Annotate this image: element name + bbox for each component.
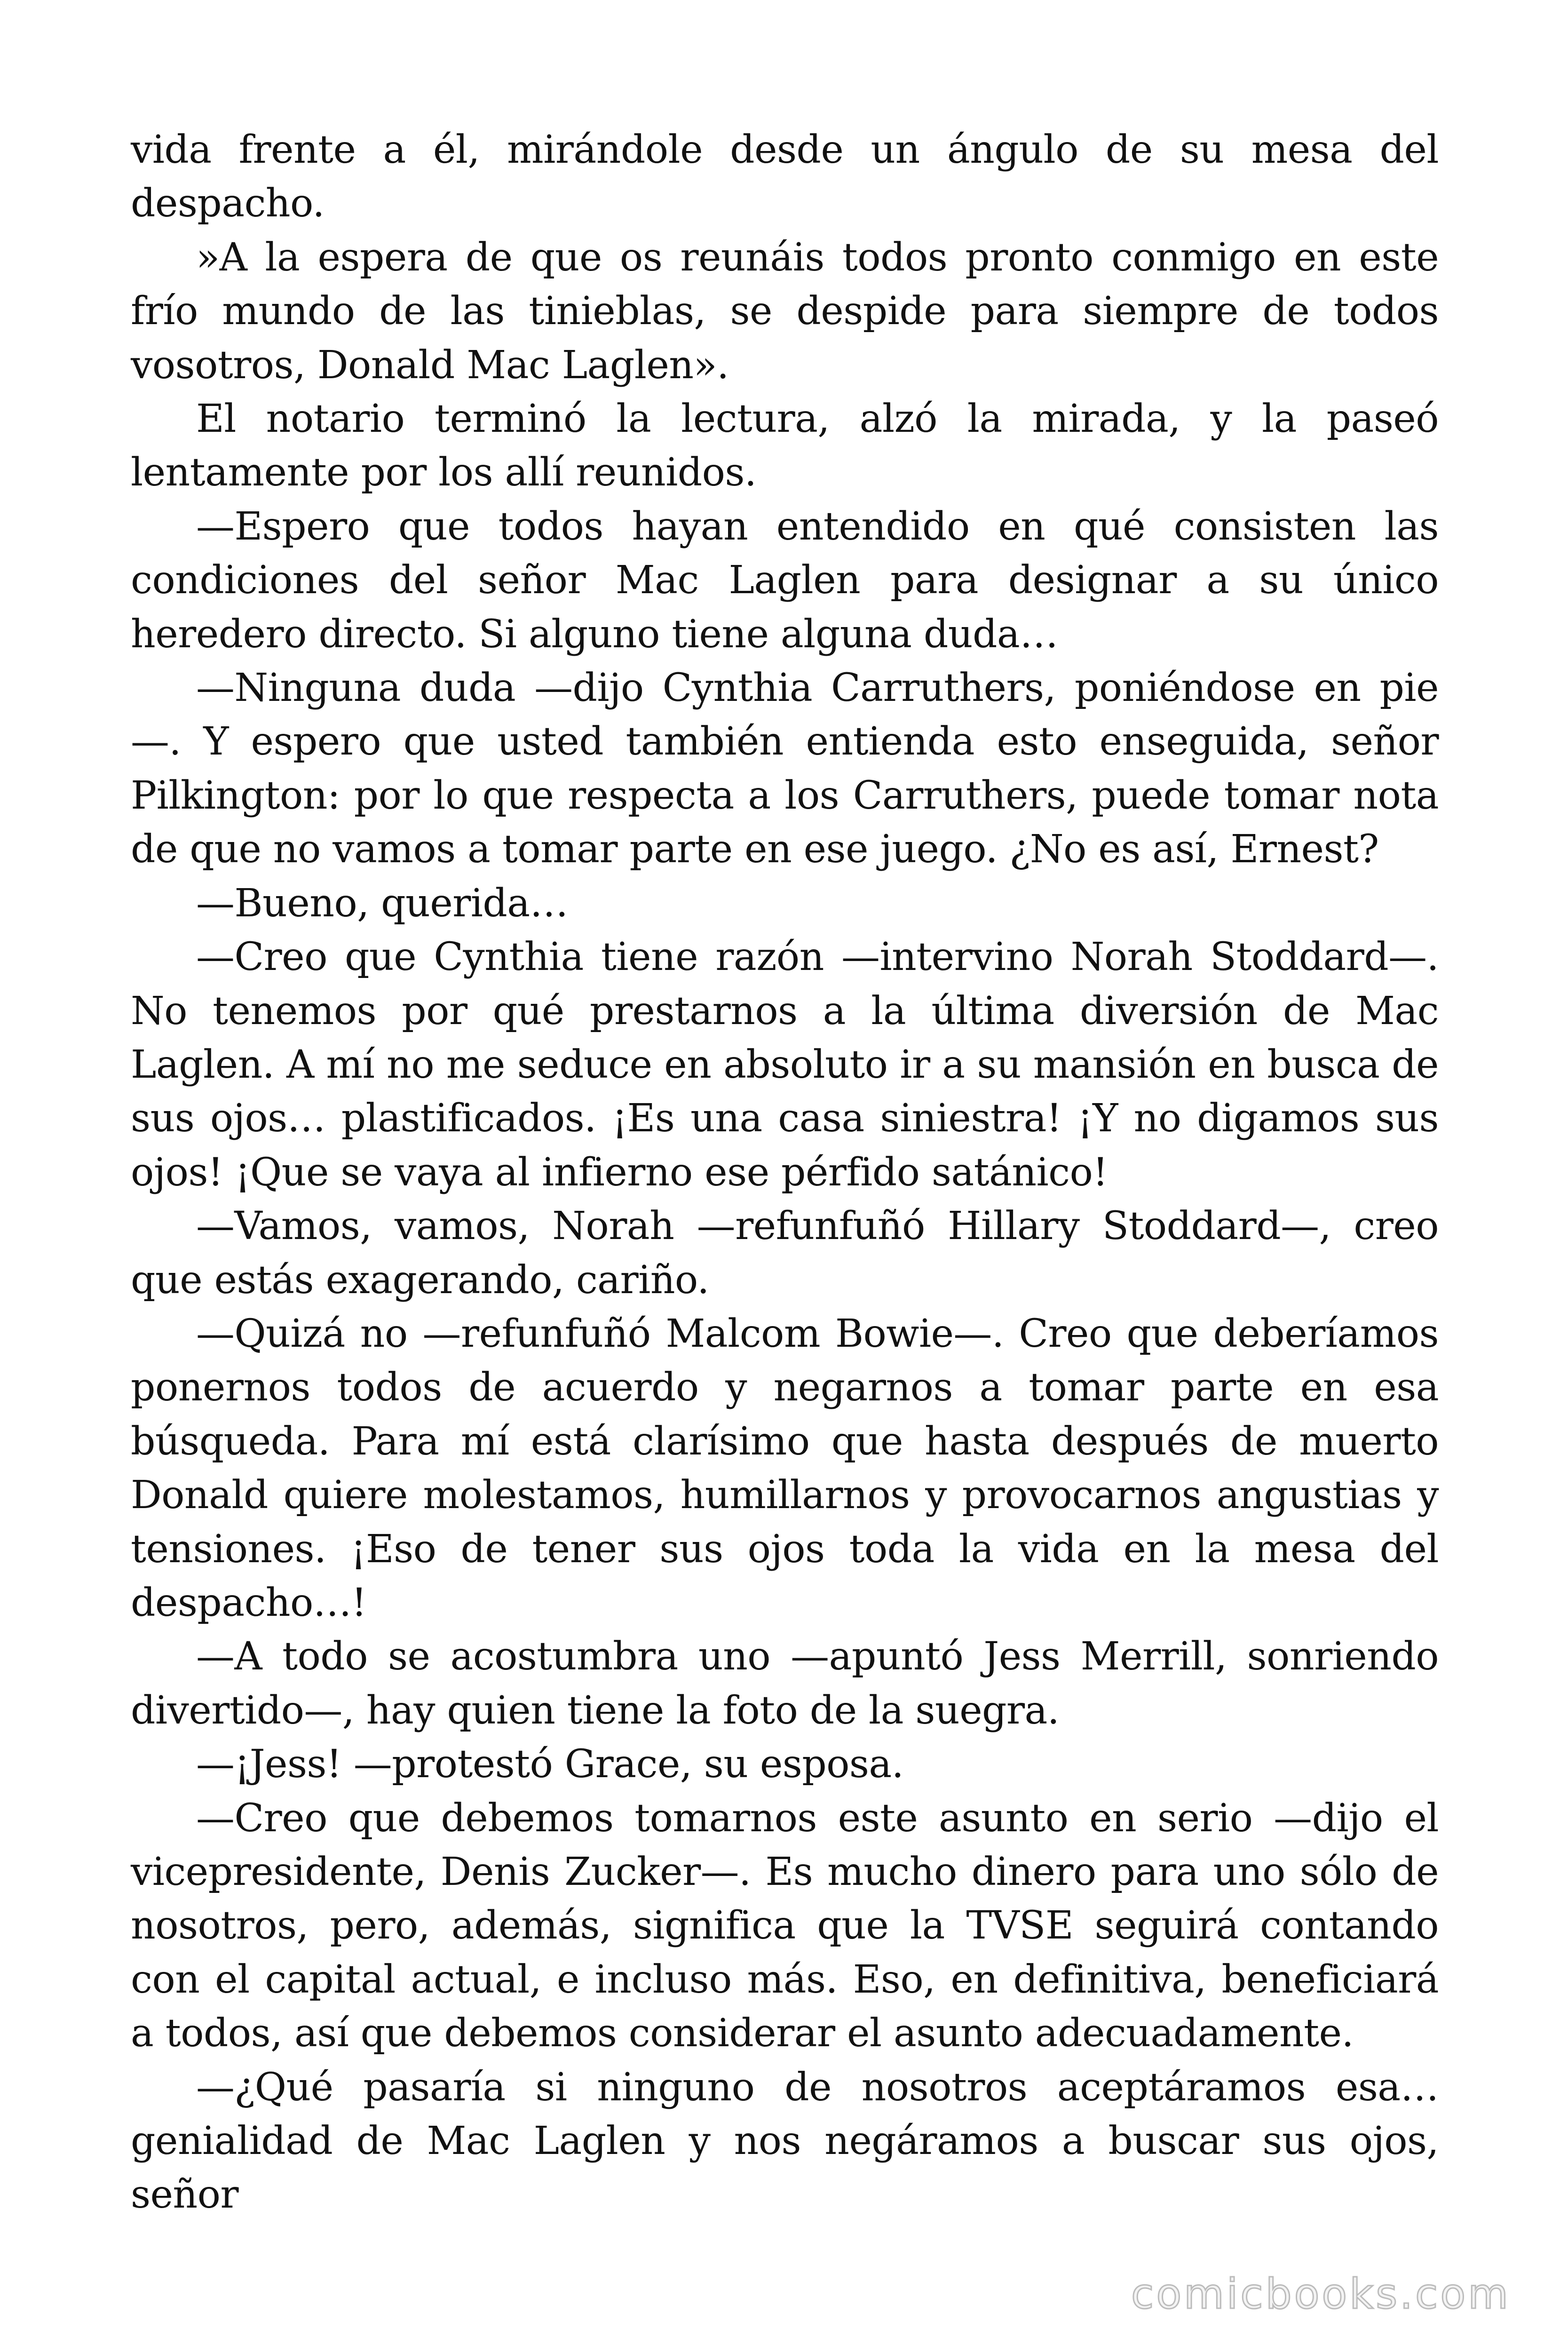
dialogue-cynthia: —Ninguna duda —dijo Cynthia Carruthers, poniéndose en pie—. Y espero que usted también entienda esto enseguida, señor Pilkington: por lo que respecta a los Carruthers, puede tomar nota de que no vamos a tomar parte en ese juego. ¿No es así, Ernest? [131,666,1439,872]
dialogue-norah: —Creo que Cynthia tiene razón —intervino Norah Stoddard—. No tenemos por qué prestarnos a la última diversión de Mac Laglen. A mí no me seduce en absoluto ir a su mansión en busca de sus ojos… plastificados. ¡Es una casa siniestra! ¡Y no digamos sus ojos! ¡Que se vaya al infierno ese pérfido satánico! [131,935,1439,1195]
watermark: comicbooks.com [1131,2270,1511,2318]
paragraph-notary: El notario terminó la lectura, alzó la mirada, y la paseó lentamente por los allí reunidos. [131,397,1439,495]
dialogue-notary: —Espero que todos hayan entendido en qué consisten las condiciones del señor Mac Laglen para designar a su único heredero directo. Si alguno tiene alguna duda… [131,504,1439,657]
dialogue-ernest: —Bueno, querida… [196,881,568,926]
dialogue-hillary: —Vamos, vamos, Norah —refunfuñó Hillary Stoddard—, creo que estás exagerando, cariño. [131,1204,1439,1303]
paragraph-letter-closing: »A la espera de que os reunáis todos pronto conmigo en este frío mundo de las tinieblas, se despide para siempre de todos vosotros, Donald Mac Laglen». [131,235,1439,388]
paragraph-continuation: vida frente a él, mirándole desde un ángulo de su mesa del despacho. [131,127,1439,226]
body-text [131,123,1439,2222]
dialogue-denis: —Creo que debemos tomarnos este asunto en serio —dijo el vicepresidente, Denis Zucker—. Es mucho dinero para uno sólo de nosotros, pero, además, significa que la TVSE seguirá contando con el capital actual, e incluso más. Eso, en definitiva, beneficiará a todos, así que debemos considerar el asunto adecuadamente. [131,1796,1439,2056]
dialogue-jess: —A todo se acostumbra uno —apuntó Jess Merrill, sonriendo divertido—, hay quien tiene la foto de la suegra. [131,1634,1439,1733]
dialogue-grace: —¡Jess! —protestó Grace, su esposa. [196,1742,904,1787]
dialogue-malcom: —Quizá no —refunfuñó Malcom Bowie—. Creo que deberíamos ponernos todos de acuerdo y negarnos a tomar parte en esa búsqueda. Para mí está clarísimo que hasta después de muerto Donald quiere molestamos, humillarnos y provocarnos angustias y tensiones. ¡Eso de tener sus ojos toda la vida en la mesa del despacho…! [131,1311,1439,1625]
dialogue-question: —¿Qué pasaría si ninguno de nosotros aceptáramos esa… genialidad de Mac Laglen y nos negáramos a buscar sus ojos, señor [131,2065,1439,2217]
